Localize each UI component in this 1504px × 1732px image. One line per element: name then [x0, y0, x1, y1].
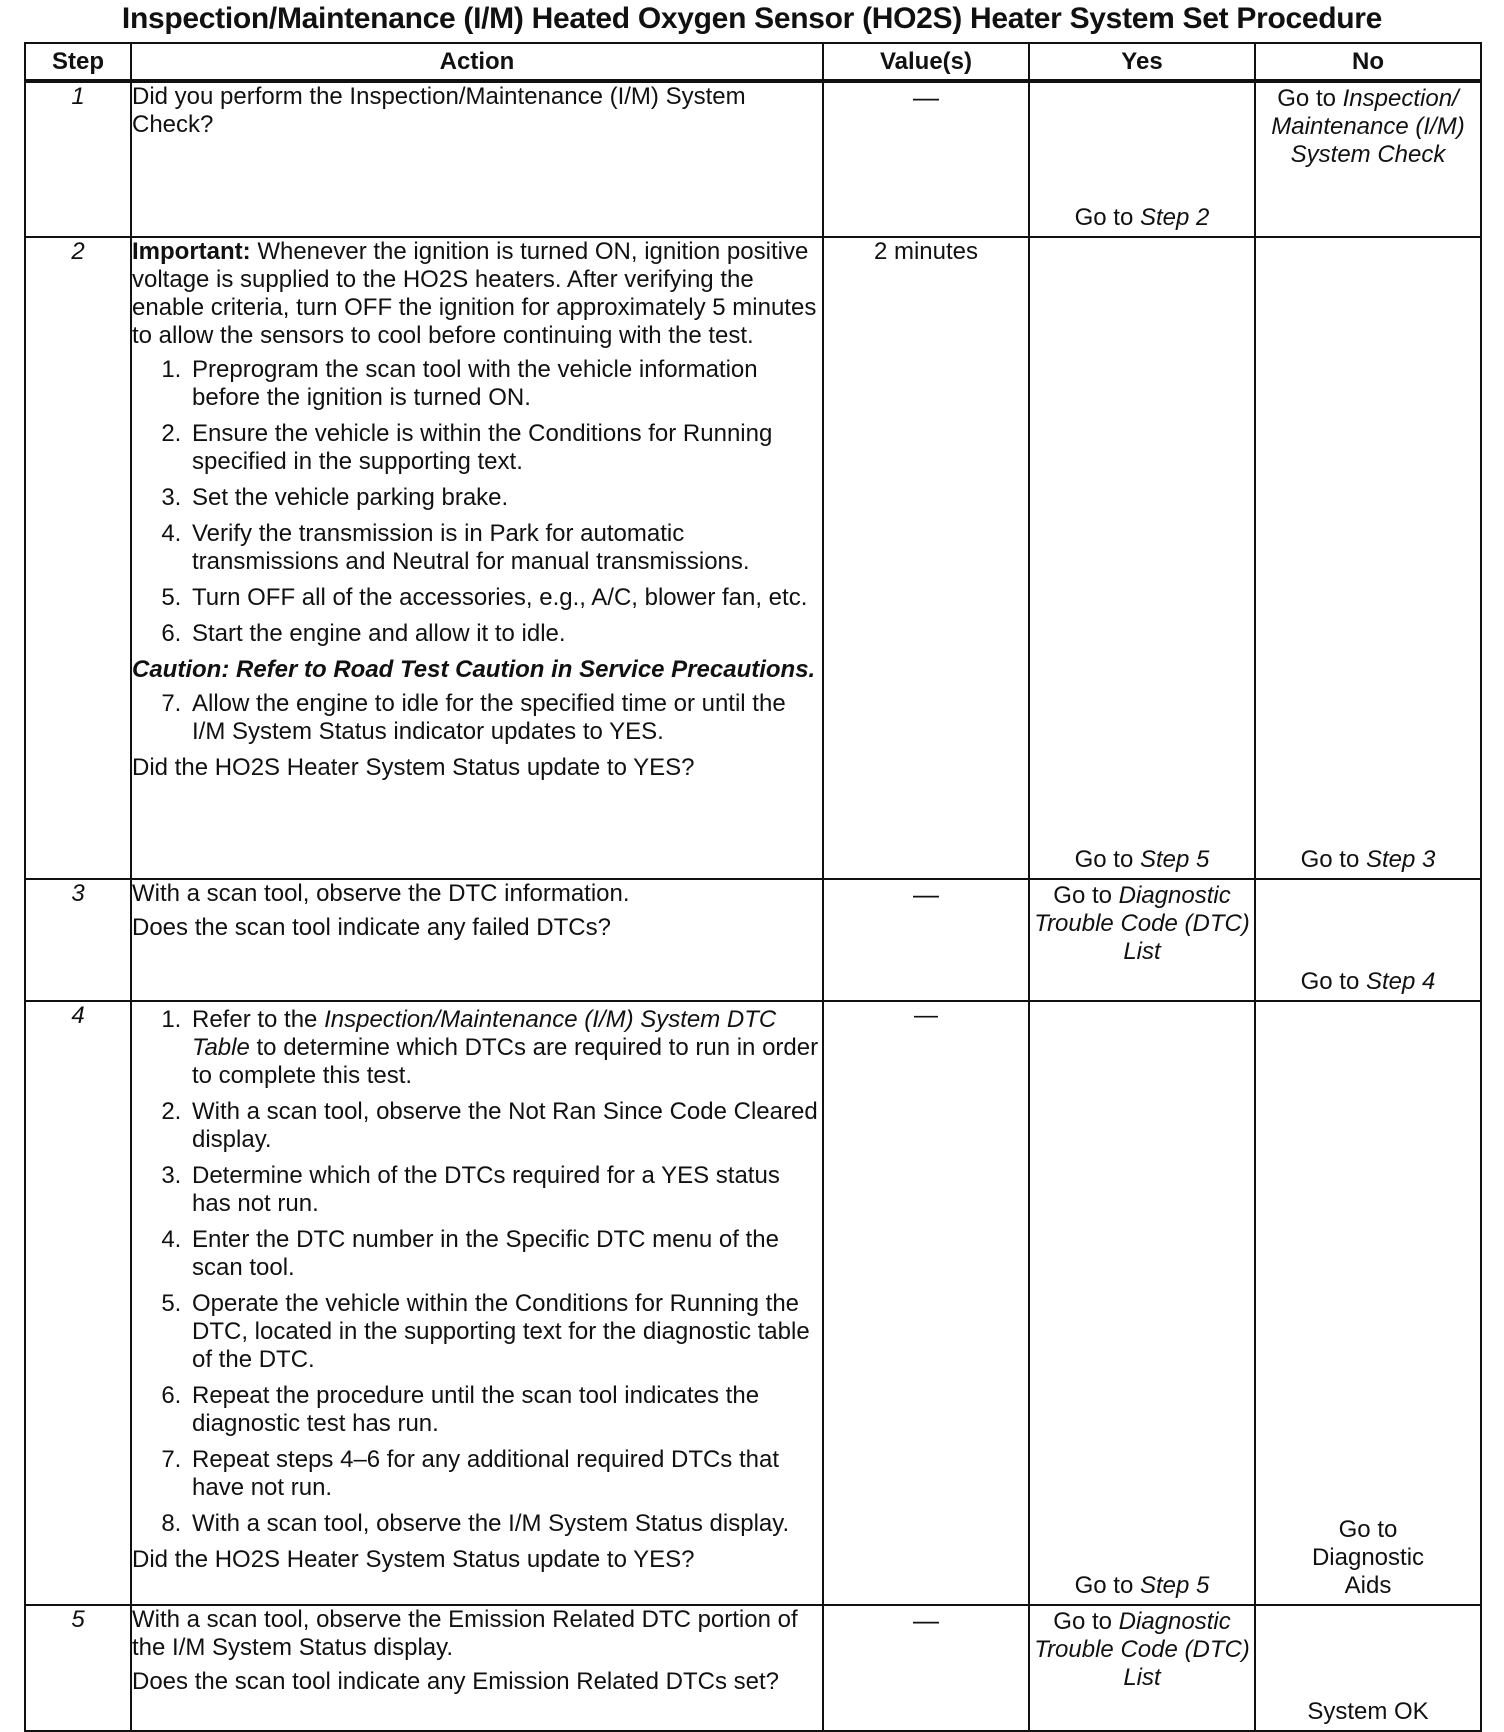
- question: Does the scan tool indicate any Emission Related DTCs set?: [132, 1668, 779, 1695]
- no-cell: [1255, 237, 1481, 879]
- action-cell: [131, 1605, 823, 1731]
- value-cell: —: [823, 1605, 1029, 1731]
- page-title: Inspection/Maintenance (I/M) Heated Oxygen Sensor (HO2S) Heater System Set Procedure: [121, 2, 1383, 35]
- instruction: With a scan tool, observe the DTC information.: [132, 880, 630, 907]
- value-cell: —: [823, 879, 1029, 1001]
- yes-link[interactable]: Go to Step 5: [1074, 1572, 1210, 1599]
- table-row-step-1: [25, 81, 1481, 237]
- action-cell: [131, 237, 823, 879]
- question: Did you perform the Inspection/Maintenance (I/M) System Check?: [132, 83, 746, 138]
- step-list: [132, 1006, 822, 1538]
- list-item: 2. With a scan tool, observe the Not Ran Since Code Cleared display.: [188, 1098, 822, 1154]
- no-cell: [1255, 879, 1481, 1001]
- table-row-step-4: [25, 1001, 1481, 1605]
- action-cell: [131, 879, 823, 1001]
- table-row-step-5: [25, 1605, 1481, 1731]
- question: Did the HO2S Heater System Status update to YES?: [132, 1546, 695, 1573]
- header-action: Action: [131, 43, 823, 81]
- header-yes: Yes: [1029, 43, 1255, 81]
- yes-link[interactable]: Go to Diagnostic Trouble Code (DTC) List: [1034, 1608, 1250, 1691]
- no-cell: [1255, 1605, 1481, 1731]
- yes-cell: [1029, 1001, 1255, 1605]
- caution-note: Caution: Refer to Road Test Caution in Service Precautions.: [132, 656, 816, 683]
- action-cell: [131, 81, 823, 237]
- question: Did the HO2S Heater System Status update to YES?: [132, 754, 695, 781]
- list-item: 7. Repeat steps 4–6 for any additional required DTCs that have not run.: [188, 1446, 822, 1502]
- value-cell: 2 minutes: [823, 237, 1029, 879]
- yes-cell: [1029, 879, 1255, 1001]
- step-list: [132, 356, 822, 648]
- list-item: 6. Start the engine and allow it to idle.: [188, 620, 822, 648]
- no-link[interactable]: Go to Inspection/ Maintenance (I/M) System Check: [1271, 85, 1465, 168]
- instruction: With a scan tool, observe the Emission Related DTC portion of the I/M System Status display.: [132, 1606, 798, 1661]
- no-result: System OK: [1307, 1698, 1429, 1725]
- list-item: 7. Allow the engine to idle for the specified time or until the I/M System Status indicator updates to YES.: [188, 690, 822, 746]
- value-cell: —: [823, 81, 1029, 237]
- list-item: 3. Determine which of the DTCs required for a YES status has not run.: [188, 1162, 822, 1218]
- no-link[interactable]: Go to Diagnostic Aids: [1311, 1516, 1425, 1599]
- list-item: 4. Verify the transmission is in Park for automatic transmissions and Neutral for manual transmissions.: [188, 520, 822, 576]
- list-item: 2. Ensure the vehicle is within the Conditions for Running specified in the supporting text.: [188, 420, 822, 476]
- step-number: 4: [25, 1001, 131, 1605]
- list-item: 1. Preprogram the scan tool with the vehicle information before the ignition is turned ON.: [188, 356, 822, 412]
- value-cell: —: [823, 1001, 1029, 1605]
- question: Does the scan tool indicate any failed DTCs?: [132, 914, 611, 941]
- no-cell: [1255, 81, 1481, 237]
- yes-cell: [1029, 81, 1255, 237]
- list-item: 1. Refer to the Inspection/Maintenance (I/M) System DTC Table to determine which DTCs are required to run in order to complete this test.: [188, 1006, 822, 1090]
- list-item: 4. Enter the DTC number in the Specific DTC menu of the scan tool.: [188, 1226, 822, 1282]
- table-row-step-2: [25, 237, 1481, 879]
- yes-link[interactable]: Go to Step 2: [1074, 204, 1210, 231]
- yes-link[interactable]: Go to Diagnostic Trouble Code (DTC) List: [1034, 882, 1250, 965]
- step-number: 5: [25, 1605, 131, 1731]
- list-item: 6. Repeat the procedure until the scan tool indicates the diagnostic test has run.: [188, 1382, 822, 1438]
- important-note: Important: Whenever the ignition is turned ON, ignition positive voltage is supplied to the HO2S heaters. After verifying the enable criteria, turn OFF the ignition for approximately 5 minutes to allow the sensors to cool before continuing with the test.: [132, 238, 817, 349]
- no-link[interactable]: Go to Step 4: [1300, 968, 1436, 995]
- header-step: Step: [25, 43, 131, 81]
- list-item: 5. Turn OFF all of the accessories, e.g., A/C, blower fan, etc.: [188, 584, 822, 612]
- step-list-continued: [132, 690, 822, 746]
- yes-cell: [1029, 1605, 1255, 1731]
- step-number: 3: [25, 879, 131, 1001]
- table-row-step-3: [25, 879, 1481, 1001]
- step-number: 2: [25, 237, 131, 879]
- header-values: Value(s): [823, 43, 1029, 81]
- list-item: 8. With a scan tool, observe the I/M System Status display.: [188, 1510, 822, 1538]
- list-item: 5. Operate the vehicle within the Conditions for Running the DTC, located in the supporting text for the diagnostic table of the DTC.: [188, 1290, 822, 1374]
- yes-cell: [1029, 237, 1255, 879]
- list-item: 3. Set the vehicle parking brake.: [188, 484, 822, 512]
- header-no: No: [1255, 43, 1481, 81]
- step-number: 1: [25, 81, 131, 237]
- yes-link[interactable]: Go to Step 5: [1074, 846, 1210, 873]
- no-link[interactable]: Go to Step 3: [1300, 846, 1436, 873]
- action-cell: [131, 1001, 823, 1605]
- procedure-table: [24, 42, 1482, 1732]
- no-cell: [1255, 1001, 1481, 1605]
- table-header-row: [25, 43, 1481, 81]
